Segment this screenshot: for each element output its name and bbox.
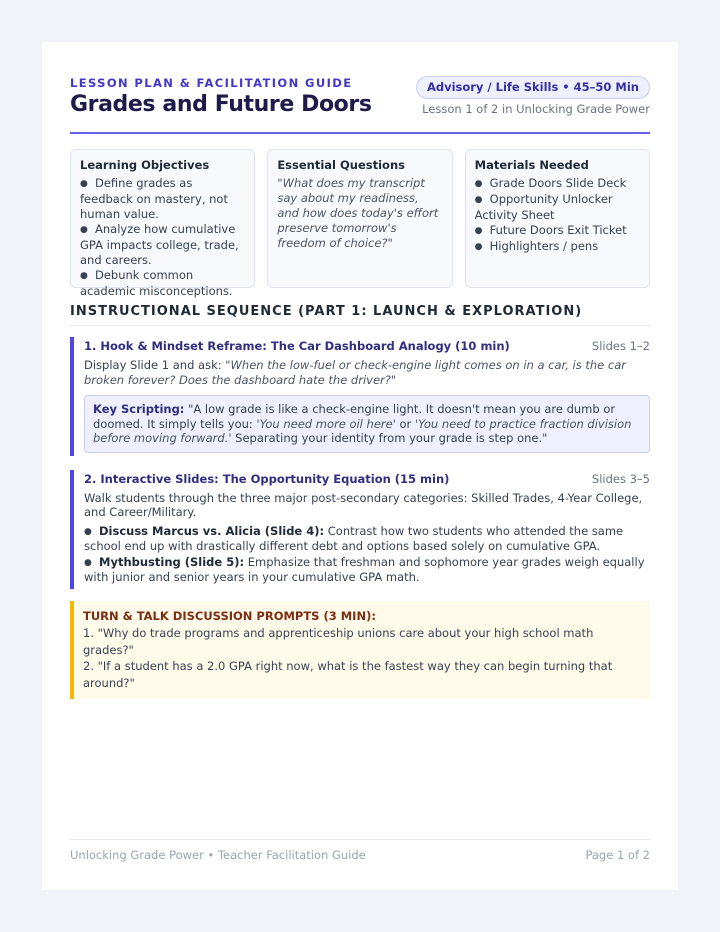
- card-heading: Materials Needed: [474, 158, 589, 172]
- card-heading: Essential Questions: [277, 158, 405, 172]
- step-intro: Display Slide 1 and ask: "When the low-fuel or check-engine light comes on in a car, is the car broken forever? Does the dashboard hate the driver?": [84, 358, 626, 387]
- step-title: 2. Interactive Slides: The Opportunity Equation (15 min): [84, 471, 450, 486]
- step-slides: Slides 1–2: [591, 339, 650, 353]
- step-hook: [70, 337, 650, 456]
- card-heading: Learning Objectives: [80, 158, 210, 172]
- document-page: [42, 42, 678, 890]
- step-opportunity-equation: [70, 470, 650, 589]
- footer-title: Unlocking Grade Power • Teacher Facilitation Guide: [70, 848, 366, 862]
- list-item: ● Future Doors Exit Ticket: [474, 223, 627, 237]
- list-item: ● Highlighters / pens: [474, 239, 599, 253]
- overview-cards: [70, 149, 650, 298]
- objectives-list: [80, 176, 245, 299]
- key-scripting-label: Key Scripting:: [93, 402, 185, 416]
- page-header: [70, 42, 650, 132]
- step-header: [84, 472, 650, 488]
- turn-and-talk-callout: [70, 601, 650, 700]
- list-item: ● Analyze how cumulative GPA impacts college, trade, and careers.: [80, 222, 239, 267]
- step-title: 1. Hook & Mindset Reframe: The Car Dashboard Analogy (10 min): [84, 339, 510, 353]
- materials-list: [475, 176, 640, 255]
- page-title: Grades and Future Doors: [70, 92, 372, 117]
- list-item: ● Grade Doors Slide Deck: [474, 176, 627, 190]
- page-number: Page 1 of 2: [585, 848, 650, 862]
- eyebrow-label: LESSON PLAN & FACILITATION GUIDE: [70, 76, 353, 90]
- callout-title: TURN & TALK DISCUSSION PROMPTS (3 MIN):: [83, 608, 376, 623]
- learning-objectives-card: [70, 149, 255, 298]
- prompt-item: 2. "If a student has a 2.0 GPA right now, what is the fastest way they can begin turning that around?": [83, 659, 613, 690]
- step-slides: Slides 3–5: [591, 471, 650, 486]
- list-item: ● Discuss Marcus vs. Alicia (Slide 4): Contrast how two students who attended the same school end up with drastically different debt and options based solely on cumulative GPA.: [84, 523, 624, 553]
- materials-card: [465, 149, 650, 288]
- list-item: ● Mythbusting (Slide 5): Emphasize that freshman and sophomore year grades weigh equally with junior and senior years in your cumulative GPA math.: [84, 554, 645, 584]
- list-item: ● Debunk common academic misconceptions.: [80, 268, 233, 298]
- section-title: INSTRUCTIONAL SEQUENCE (PART 1: LAUNCH & EXPLORATION): [70, 304, 650, 326]
- step-intro: Walk students through the three major post-secondary categories: Skilled Trades, 4-Year College, and Career/Military.: [84, 490, 643, 519]
- subject-duration-badge: Advisory / Life Skills • 45–50 Min: [416, 76, 650, 99]
- essential-question-text: "What does my transcript say about my readiness, and how does today's effort preserve tomorrow's freedom of choice?": [277, 176, 439, 250]
- key-scripting-box: Key Scripting: "A low grade is like a check-engine light. It doesn't mean you are dumb or doomed. It simply tells you: 'You need more oil here' or 'You need to practice fraction division before moving forward.' Separating your identity from your grade is step one.": [84, 395, 650, 453]
- essential-questions-card: [267, 149, 452, 288]
- step-header: [84, 339, 650, 355]
- list-item: ● Opportunity Unlocker Activity Sheet: [474, 192, 613, 222]
- header-divider: [70, 132, 650, 134]
- list-item: ● Define grades as feedback on mastery, not human value.: [80, 176, 228, 221]
- lesson-count: Lesson 1 of 2 in Unlocking Grade Power: [422, 102, 650, 116]
- page-footer: [70, 839, 650, 862]
- step-bullets: [84, 524, 650, 585]
- prompt-item: 1. "Why do trade programs and apprenticeship unions care about your high school math grades?": [83, 626, 594, 657]
- hook-question: "When the low-fuel or check-engine light comes on in a car, is the car broken forever? Does the dashboard hate the driver?": [84, 358, 626, 387]
